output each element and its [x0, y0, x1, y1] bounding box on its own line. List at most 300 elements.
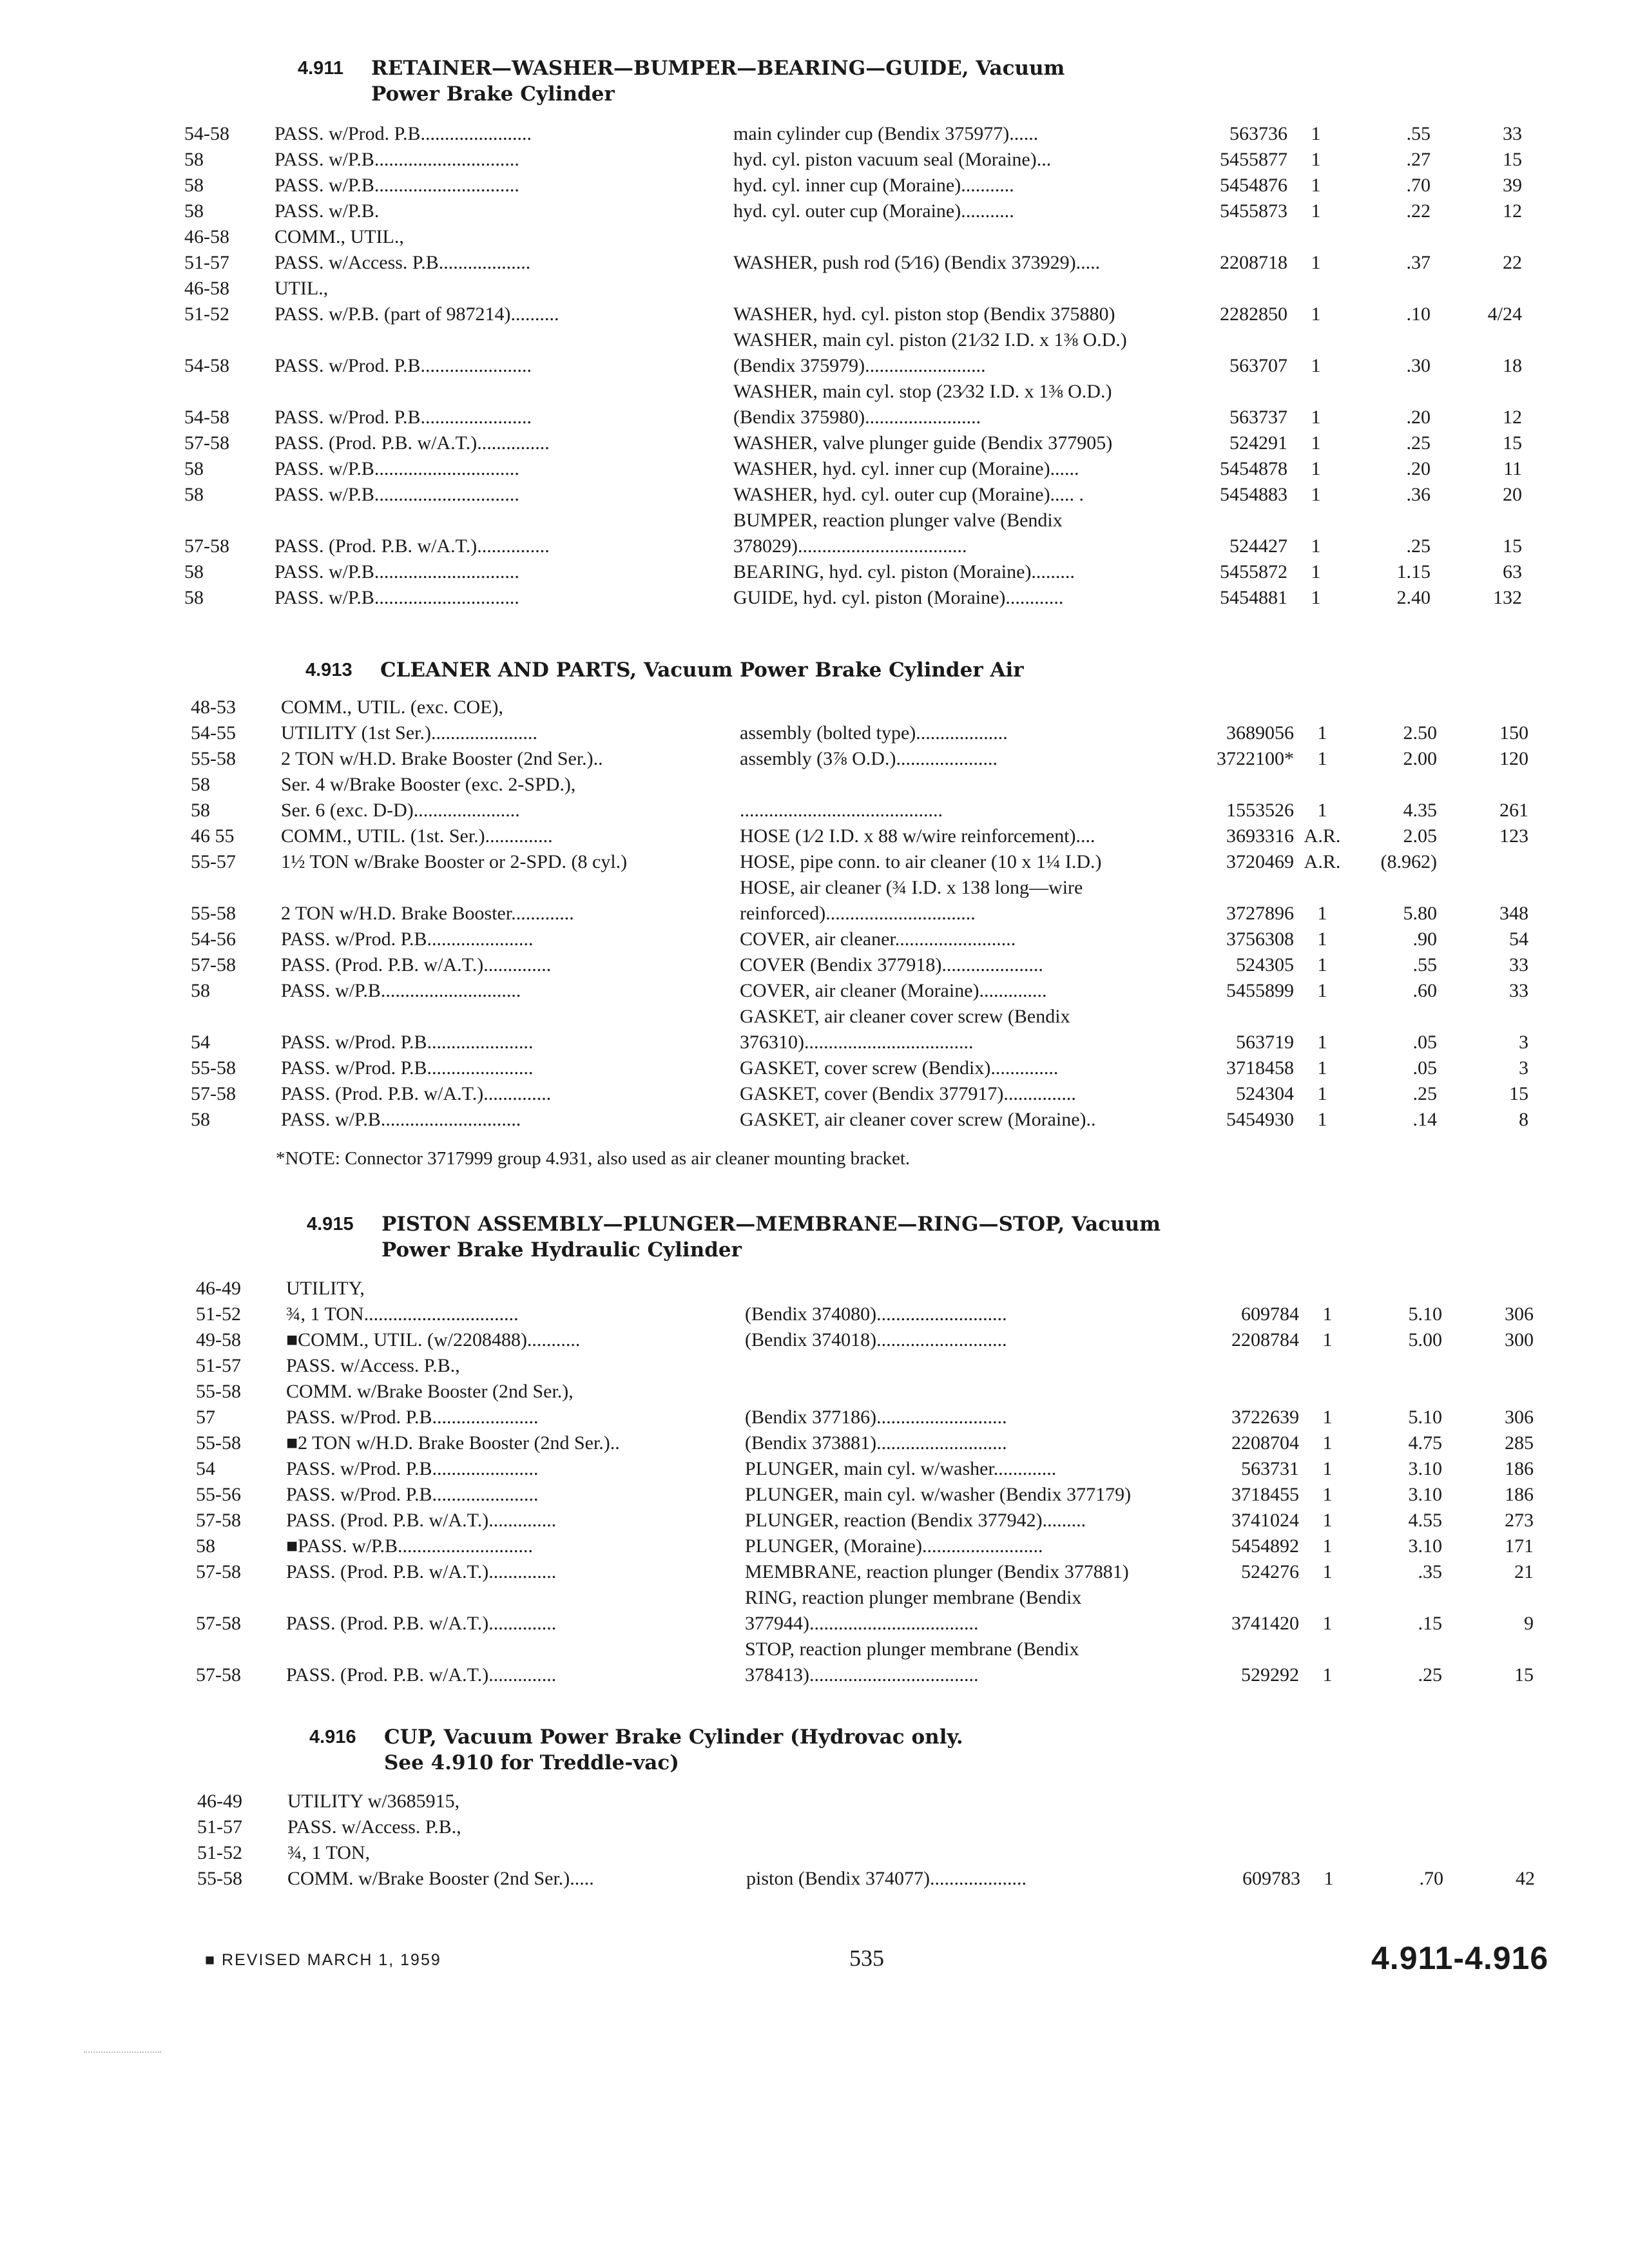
- price-code: 39: [1503, 175, 1522, 196]
- quantity: 1: [1317, 903, 1327, 924]
- application: PASS. w/P.B.: [275, 200, 380, 222]
- price-code: 33: [1509, 980, 1528, 1001]
- application: PASS. (Prod. P.B. w/A.T.)..............: [281, 1083, 552, 1104]
- part-number: 3718455: [1231, 1484, 1299, 1505]
- part-number: 529292: [1241, 1664, 1299, 1686]
- table-row: [184, 585, 1522, 611]
- quantity: 1: [1311, 407, 1321, 428]
- price-code: 123: [1499, 825, 1528, 847]
- model-years: 58: [184, 587, 204, 608]
- model-years: 54-58: [184, 355, 229, 376]
- part-description: WASHER, main cyl. piston (21⁄32 I.D. x 1⅜ O.D.) (Bendix 375979).........................: [733, 329, 1127, 376]
- list-price: 3.10: [1408, 1484, 1442, 1505]
- price-code: 150: [1499, 722, 1528, 744]
- list-price: .55: [1406, 123, 1431, 144]
- part-number: 3741420: [1231, 1613, 1299, 1634]
- part-description: GUIDE, hyd. cyl. piston (Moraine)............: [733, 587, 1064, 608]
- part-number: 609783: [1242, 1868, 1300, 1889]
- table-row: [196, 1353, 1534, 1430]
- part-description: assembly (3⅞ O.D.).....................: [740, 748, 998, 769]
- quantity: 1: [1322, 1407, 1333, 1428]
- price-code: 21: [1514, 1561, 1534, 1582]
- part-number: 5455872: [1220, 561, 1287, 582]
- part-description: (Bendix 374018)...........................: [745, 1329, 1007, 1350]
- quantity: 1: [1317, 1057, 1327, 1079]
- price-code: 132: [1493, 587, 1522, 608]
- application: PASS. (Prod. P.B. w/A.T.)..............: [281, 954, 552, 975]
- parts-table: [196, 1276, 1534, 1688]
- model-years: 58: [184, 175, 204, 196]
- model-years: 57-58: [184, 432, 229, 454]
- part-number: 524305: [1236, 954, 1294, 975]
- quantity: 1: [1311, 484, 1321, 505]
- part-description: GASKET, cover screw (Bendix)..............: [740, 1057, 1059, 1079]
- model-years: 58: [184, 149, 204, 170]
- application: ■COMM., UTIL. (w/2208488)...........: [286, 1329, 581, 1350]
- model-years: 57-58: [196, 1510, 241, 1531]
- price-code: 300: [1505, 1329, 1534, 1350]
- application: PASS. w/P.B..............................: [275, 587, 519, 608]
- part-description: (Bendix 374080)...........................: [745, 1303, 1007, 1325]
- list-price: .27: [1406, 149, 1431, 170]
- part-number: 5454930: [1226, 1109, 1294, 1130]
- part-number: 3722639: [1231, 1407, 1299, 1428]
- price-code: 186: [1505, 1458, 1534, 1479]
- table-row: [184, 121, 1522, 147]
- quantity: 1: [1311, 432, 1321, 454]
- part-description: assembly (bolted type)...................: [740, 722, 1008, 744]
- quantity: 1: [1322, 1458, 1333, 1479]
- price-code: 120: [1499, 748, 1528, 769]
- part-description: RING, reaction plunger membrane (Bendix 377944)...................................: [745, 1587, 1082, 1634]
- part-number: 2282850: [1220, 303, 1287, 325]
- application: PASS. w/Prod. P.B.......................: [275, 355, 532, 376]
- table-row: [196, 1559, 1534, 1585]
- table-row: [184, 327, 1522, 379]
- quantity: 1: [1322, 1664, 1333, 1686]
- table-row: [184, 276, 1522, 327]
- table-row: [191, 695, 1528, 746]
- model-years: 51-57 55-58 57: [196, 1355, 241, 1428]
- part-number: 3693316: [1226, 825, 1294, 847]
- table-row: [184, 559, 1522, 585]
- list-price: .14: [1412, 1109, 1437, 1130]
- quantity: 1: [1311, 200, 1321, 222]
- table-row: [191, 952, 1528, 978]
- part-description: PLUNGER, reaction (Bendix 377942).........: [745, 1510, 1086, 1531]
- parts-table: [184, 121, 1522, 611]
- list-price: 4.55: [1408, 1510, 1442, 1531]
- part-description: hyd. cyl. piston vacuum seal (Moraine)...: [733, 149, 1052, 170]
- model-years: 55-58: [196, 1432, 241, 1454]
- list-price: .15: [1418, 1613, 1442, 1634]
- price-code: 22: [1503, 252, 1522, 273]
- table-row: [191, 1107, 1528, 1133]
- application: PASS. (Prod. P.B. w/A.T.)..............: [286, 1510, 557, 1531]
- application: PASS. (Prod. P.B. w/A.T.)..............: [286, 1664, 557, 1686]
- part-description: PLUNGER, main cyl. w/washer (Bendix 377179): [745, 1484, 1132, 1505]
- section-number: 4.913: [305, 660, 352, 680]
- model-years: 58 58: [191, 774, 210, 821]
- application: PASS. w/Prod. P.B.......................: [275, 407, 532, 428]
- list-price: .20: [1406, 407, 1431, 428]
- model-years: 54: [191, 1032, 210, 1053]
- application: PASS. w/P.B..............................: [275, 458, 519, 479]
- quantity: 1: [1317, 1083, 1327, 1104]
- model-years: 57-58: [191, 954, 236, 975]
- table-row: [191, 875, 1528, 927]
- part-number: 2208784: [1231, 1329, 1299, 1350]
- list-price: .25: [1406, 432, 1431, 454]
- list-price: 4.75: [1408, 1432, 1442, 1454]
- table-row: [191, 772, 1528, 823]
- part-number: 3718458: [1226, 1057, 1294, 1079]
- quantity: 1: [1322, 1510, 1333, 1531]
- list-price: .60: [1412, 980, 1437, 1001]
- table-row: [197, 1789, 1535, 1892]
- application: ■2 TON w/H.D. Brake Booster (2nd Ser.)..: [286, 1432, 620, 1454]
- table-row: [184, 198, 1522, 224]
- table-row: [184, 456, 1522, 482]
- quantity: 1: [1322, 1535, 1333, 1557]
- model-years: 55-58: [191, 903, 236, 924]
- table-row: [196, 1276, 1534, 1327]
- model-years: 46-58 51-52: [184, 278, 229, 325]
- price-code: 42: [1516, 1868, 1535, 1889]
- price-code: 285: [1505, 1432, 1534, 1454]
- list-price: 5.10: [1408, 1303, 1442, 1325]
- part-number: 609784: [1241, 1303, 1299, 1325]
- model-years: 54-58: [184, 407, 229, 428]
- application: PASS. w/Prod. P.B.......................: [275, 123, 532, 144]
- list-price: .25: [1406, 535, 1431, 557]
- model-years: 55-56: [196, 1484, 241, 1505]
- part-number: 5455877: [1220, 149, 1287, 170]
- table-row: [196, 1533, 1534, 1559]
- table-row: [184, 173, 1522, 198]
- table-row: [196, 1430, 1534, 1456]
- part-description: PLUNGER, (Moraine).........................: [745, 1535, 1043, 1557]
- list-price: .70: [1406, 175, 1431, 196]
- list-price: 3.10: [1408, 1535, 1442, 1557]
- list-price: (8.962): [1380, 851, 1437, 872]
- model-years: 55-58: [191, 1057, 236, 1079]
- parts-table: [197, 1789, 1535, 1892]
- model-years: 58: [184, 200, 204, 222]
- model-years: 46 55: [191, 825, 235, 847]
- part-description: PLUNGER, main cyl. w/washer.............: [745, 1458, 1057, 1479]
- table-row: [196, 1585, 1534, 1637]
- price-code: 33: [1509, 954, 1528, 975]
- price-code: 3: [1519, 1057, 1528, 1079]
- application: PASS. w/Prod. P.B......................: [281, 1057, 534, 1079]
- model-years: 57-58: [196, 1561, 241, 1582]
- price-code: 15: [1514, 1664, 1534, 1686]
- part-description: BUMPER, reaction plunger valve (Bendix 378029)...................................: [733, 510, 1063, 557]
- part-number: 5455873: [1220, 200, 1287, 222]
- model-years: 58: [191, 1109, 210, 1130]
- price-code: 186: [1505, 1484, 1534, 1505]
- parts-table: [191, 695, 1528, 1133]
- application: PASS. w/Prod. P.B......................: [281, 1032, 534, 1053]
- quantity: 1: [1317, 928, 1327, 950]
- list-price: .55: [1412, 954, 1437, 975]
- part-description: GASKET, cover (Bendix 377917)...............: [740, 1083, 1076, 1104]
- part-number: 3727896: [1226, 903, 1294, 924]
- price-code: 171: [1505, 1535, 1534, 1557]
- model-years: 55-57: [191, 851, 236, 872]
- price-code: 306: [1505, 1303, 1534, 1325]
- price-code: 33: [1503, 123, 1522, 144]
- table-row: [184, 430, 1522, 456]
- part-number: 5454892: [1231, 1535, 1299, 1557]
- part-description: BEARING, hyd. cyl. piston (Moraine).........: [733, 561, 1075, 582]
- part-number: 5454876: [1220, 175, 1287, 196]
- part-number: 524291: [1229, 432, 1287, 454]
- model-years: 46-49 51-57 51-52 55-58: [197, 1791, 242, 1889]
- price-code: 18: [1503, 355, 1522, 376]
- application: PASS. w/Prod. P.B......................: [286, 1458, 539, 1479]
- part-description: WASHER, valve plunger guide (Bendix 377905): [733, 432, 1113, 454]
- group-range: 4.911-4.916: [1371, 1940, 1549, 1976]
- price-code: 12: [1503, 407, 1522, 428]
- part-description: COVER, air cleaner (Moraine)..............: [740, 980, 1047, 1001]
- section-number: 4.916: [309, 1727, 356, 1747]
- part-description: WASHER, hyd. cyl. piston stop (Bendix 375880): [733, 303, 1115, 325]
- part-description: GASKET, air cleaner cover screw (Moraine)..: [740, 1109, 1096, 1130]
- model-years: 58: [184, 561, 204, 582]
- table-row: [184, 482, 1522, 508]
- part-description: main cylinder cup (Bendix 375977)......: [733, 123, 1039, 144]
- part-number: 3720469: [1226, 851, 1294, 872]
- quantity: 1: [1311, 303, 1321, 325]
- part-number: 3689056: [1226, 722, 1294, 744]
- part-number: 563719: [1236, 1032, 1294, 1053]
- model-years: 54-58: [184, 123, 229, 144]
- quantity: 1: [1317, 954, 1327, 975]
- table-row: [191, 823, 1528, 849]
- model-years: 58: [184, 484, 204, 505]
- application: 2 TON w/H.D. Brake Booster (2nd Ser.)..: [281, 748, 603, 769]
- model-years: 46-49 51-52: [196, 1278, 241, 1325]
- application: PASS. w/Access. P.B., COMM. w/Brake Booster (2nd Ser.), PASS. w/Prod. P.B......................: [286, 1355, 574, 1428]
- application: Ser. 4 w/Brake Booster (exc. 2-SPD.), Ser. 6 (exc. D-D)......................: [281, 774, 576, 821]
- part-description: WASHER, hyd. cyl. inner cup (Moraine)......: [733, 458, 1079, 479]
- revision-notice: ■ REVISED MARCH 1, 1959: [205, 1951, 441, 1969]
- part-description: WASHER, hyd. cyl. outer cup (Moraine)..... .: [733, 484, 1084, 505]
- quantity: 1: [1322, 1561, 1333, 1582]
- table-row: [184, 224, 1522, 276]
- model-years: 58: [191, 980, 210, 1001]
- quantity: 1: [1311, 123, 1321, 144]
- quantity: A.R.: [1304, 851, 1341, 872]
- table-row: [191, 1055, 1528, 1081]
- footnote: *NOTE: Connector 3717999 group 4.931, also used as air cleaner mounting bracket.: [276, 1148, 911, 1169]
- application: COMM., UTIL., PASS. w/Access. P.B...................: [275, 226, 531, 273]
- part-number: 5454883: [1220, 484, 1287, 505]
- price-code: 9: [1524, 1613, 1534, 1634]
- list-price: 2.00: [1403, 748, 1437, 769]
- part-description: WASHER, main cyl. stop (23⁄32 I.D. x 1⅜ O.D.) (Bendix 375980)........................: [733, 381, 1112, 428]
- quantity: 1: [1317, 980, 1327, 1001]
- quantity: 1: [1322, 1432, 1333, 1454]
- page-footer: [0, 1939, 1629, 1991]
- quantity: 1: [1317, 1032, 1327, 1053]
- part-number: 3722100*: [1217, 748, 1294, 769]
- list-price: .05: [1412, 1032, 1437, 1053]
- part-description: GASKET, air cleaner cover screw (Bendix 376310)...................................: [740, 1006, 1070, 1053]
- quantity: 1: [1317, 800, 1327, 821]
- part-description: MEMBRANE, reaction plunger (Bendix 377881): [745, 1561, 1129, 1582]
- quantity: 1: [1322, 1484, 1333, 1505]
- part-number: 2208704: [1231, 1432, 1299, 1454]
- part-description: WASHER, push rod (5⁄16) (Bendix 373929).....: [733, 252, 1101, 273]
- part-description: HOSE, air cleaner (¾ I.D. x 138 long—wire reinforced)...............................: [740, 877, 1083, 924]
- application: PASS. (Prod. P.B. w/A.T.)..............: [286, 1561, 557, 1582]
- price-code: 273: [1505, 1510, 1534, 1531]
- part-description: HOSE (1⁄2 I.D. x 88 w/wire reinforcement)....: [740, 825, 1095, 847]
- table-row: [184, 508, 1522, 559]
- model-years: 57-58: [184, 535, 229, 557]
- application: PASS. (Prod. P.B. w/A.T.)...............: [275, 535, 550, 557]
- application: PASS. w/P.B..............................: [275, 175, 519, 196]
- part-description: STOP, reaction plunger membrane (Bendix 378413)...................................: [745, 1639, 1079, 1686]
- price-code: 306: [1505, 1407, 1534, 1428]
- list-price: .36: [1406, 484, 1431, 505]
- table-row: [191, 1004, 1528, 1055]
- model-years: 46-58 51-57: [184, 226, 229, 273]
- application: PASS. w/Prod. P.B......................: [281, 928, 534, 950]
- quantity: 1: [1317, 722, 1327, 744]
- quantity: 1: [1322, 1303, 1333, 1325]
- application: UTILITY, ¾, 1 TON................................: [286, 1278, 519, 1325]
- part-number: 563707: [1229, 355, 1287, 376]
- price-code: 20: [1503, 484, 1522, 505]
- price-code: 8: [1519, 1109, 1528, 1130]
- price-code: 348: [1499, 903, 1528, 924]
- list-price: .20: [1406, 458, 1431, 479]
- quantity: 1: [1311, 149, 1321, 170]
- part-number: 524276: [1241, 1561, 1299, 1582]
- model-years: 54-56: [191, 928, 236, 950]
- application: PASS. w/P.B.............................: [281, 980, 521, 1001]
- quantity: 1: [1317, 1109, 1327, 1130]
- list-price: .70: [1419, 1868, 1443, 1889]
- quantity: 1: [1322, 1613, 1333, 1634]
- list-price: 2.40: [1396, 587, 1431, 608]
- section-title: PISTON ASSEMBLY—PLUNGER—MEMBRANE—RING—STOP, Vacuum Power Brake Hydraulic Cylinder: [381, 1213, 1161, 1262]
- list-price: .90: [1412, 928, 1437, 950]
- quantity: 1: [1311, 175, 1321, 196]
- model-years: 49-58: [196, 1329, 241, 1350]
- quantity: 1: [1311, 535, 1321, 557]
- application: UTIL., PASS. w/P.B. (part of 987214)..........: [275, 278, 559, 325]
- list-price: 1.15: [1396, 561, 1431, 582]
- application: PASS. w/P.B.............................: [281, 1109, 521, 1130]
- part-description: hyd. cyl. outer cup (Moraine)...........: [733, 200, 1014, 222]
- part-number: 563736: [1229, 123, 1287, 144]
- section-number: 4.915: [307, 1214, 354, 1235]
- part-number: 3756308: [1226, 928, 1294, 950]
- list-price: 2.05: [1403, 825, 1437, 847]
- price-code: 15: [1509, 1083, 1528, 1104]
- application: 1½ TON w/Brake Booster or 2-SPD. (8 cyl.): [281, 851, 628, 872]
- application: PASS. (Prod. P.B. w/A.T.)..............: [286, 1613, 557, 1634]
- table-row: [196, 1482, 1534, 1508]
- table-row: [196, 1456, 1534, 1482]
- table-row: [191, 1081, 1528, 1107]
- page-number: 535: [849, 1945, 884, 1971]
- price-code: 63: [1503, 561, 1522, 582]
- list-price: 4.35: [1403, 800, 1437, 821]
- price-code: 261: [1499, 800, 1528, 821]
- list-price: .25: [1418, 1664, 1442, 1686]
- table-row: [191, 849, 1528, 875]
- price-code: 15: [1503, 149, 1522, 170]
- section-number: 4.911: [298, 58, 343, 79]
- part-description: (Bendix 373881)...........................: [745, 1432, 1007, 1454]
- quantity: A.R.: [1304, 825, 1341, 847]
- application: 2 TON w/H.D. Brake Booster.............: [281, 903, 574, 924]
- part-number: 5454878: [1220, 458, 1287, 479]
- price-code: 11: [1503, 458, 1522, 479]
- application: PASS. w/Prod. P.B......................: [286, 1484, 539, 1505]
- application: PASS. w/P.B..............................: [275, 484, 519, 505]
- quantity: 1: [1317, 748, 1327, 769]
- model-years: 55-58: [191, 748, 236, 769]
- price-code: 15: [1503, 535, 1522, 557]
- list-price: .05: [1412, 1057, 1437, 1079]
- part-number: 3741024: [1231, 1510, 1299, 1531]
- section-title: RETAINER—WASHER—BUMPER—BEARING—GUIDE, Vacuum Power Brake Cylinder: [371, 57, 1065, 106]
- section-title: CUP, Vacuum Power Brake Cylinder (Hydrovac only. See 4.910 for Treddle-vac): [384, 1725, 963, 1774]
- model-years: 54: [196, 1458, 215, 1479]
- table-row: [191, 927, 1528, 952]
- part-number: 524427: [1229, 535, 1287, 557]
- price-code: 15: [1503, 432, 1522, 454]
- application: PASS. w/P.B..............................: [275, 561, 519, 582]
- model-years: 58: [196, 1535, 215, 1557]
- list-price: .35: [1418, 1561, 1442, 1582]
- list-price: 2.50: [1403, 722, 1437, 744]
- quantity: 1: [1322, 1329, 1333, 1350]
- application: PASS. w/P.B..............................: [275, 149, 519, 170]
- part-number: 2208718: [1220, 252, 1287, 273]
- quantity: 1: [1311, 458, 1321, 479]
- table-row: [184, 147, 1522, 173]
- list-price: 5.00: [1408, 1329, 1442, 1350]
- section-title: CLEANER AND PARTS, Vacuum Power Brake Cylinder Air: [380, 658, 1024, 682]
- model-years: 58: [184, 458, 204, 479]
- application: ■PASS. w/P.B............................: [286, 1535, 533, 1557]
- part-description: HOSE, pipe conn. to air cleaner (10 x 1¼ I.D.): [740, 851, 1102, 872]
- quantity: 1: [1311, 252, 1321, 273]
- table-row: [191, 978, 1528, 1004]
- part-number: 1553526: [1226, 800, 1294, 821]
- model-years: 57-58: [191, 1083, 236, 1104]
- table-row: [184, 379, 1522, 430]
- price-code: 4/24: [1487, 303, 1522, 325]
- list-price: .10: [1406, 303, 1431, 325]
- table-row: [196, 1637, 1534, 1688]
- application: COMM., UTIL. (exc. COE), UTILITY (1st Ser.)......................: [281, 697, 537, 744]
- list-price: .30: [1406, 355, 1431, 376]
- application: UTILITY w/3685915, PASS. w/Access. P.B., ¾, 1 TON, COMM. w/Brake Booster (2nd Ser.).....: [287, 1791, 594, 1889]
- application: COMM., UTIL. (1st. Ser.)..............: [281, 825, 553, 847]
- quantity: 1: [1311, 355, 1321, 376]
- part-description: COVER, air cleaner.........................: [740, 928, 1016, 950]
- part-number: 5455899: [1226, 980, 1294, 1001]
